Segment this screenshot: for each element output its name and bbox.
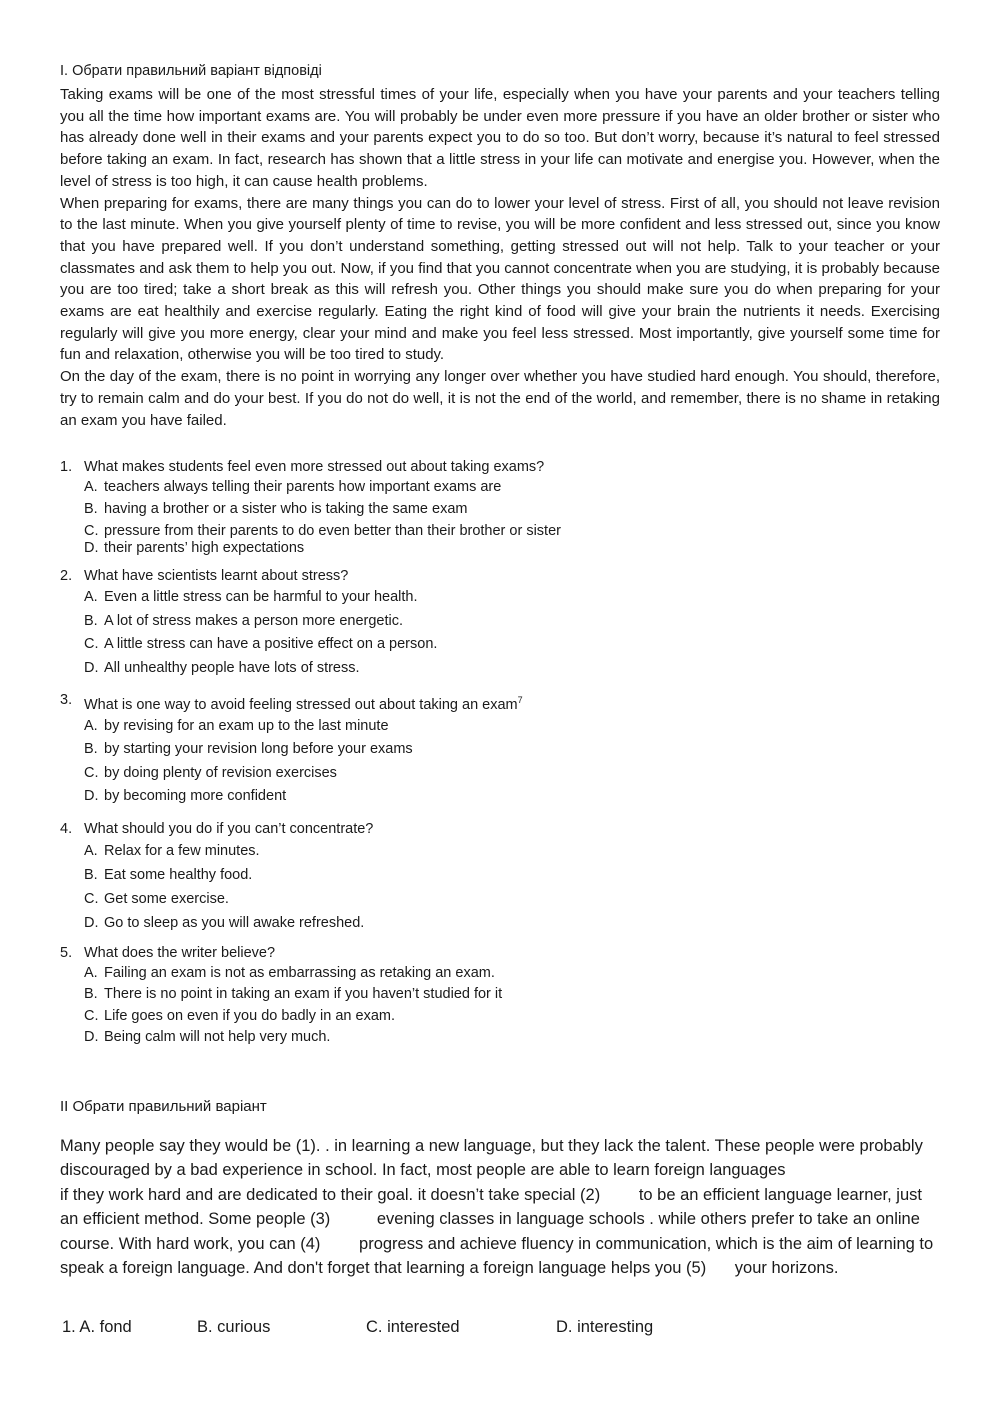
answer-option[interactable]: A. by revising for an exam up to the last minute — [84, 717, 389, 734]
gap-text-part-6: your horizons. — [734, 1259, 839, 1278]
question-4 — [60, 819, 940, 935]
question-1 — [60, 457, 940, 557]
question-5 — [60, 943, 940, 1049]
answer-option[interactable]: C. Get some exercise. — [84, 890, 229, 907]
section-1-heading: I. Обрати правильний варіант відповіді — [60, 63, 322, 79]
answer-option[interactable]: B. Eat some healthy food. — [84, 866, 253, 883]
question-text: What is one way to avoid feeling stressed out about taking an exam$^7$ — [84, 695, 523, 713]
answer-option[interactable]: A. Even a little stress can be harmful to your health. — [84, 589, 418, 605]
gap-fill-text — [60, 1134, 940, 1280]
answer-option[interactable]: A. Relax for a few minutes. — [84, 842, 260, 859]
question-text: What should you do if you can’t concentrate? — [84, 820, 374, 837]
answer-option[interactable]: D. All unhealthy people have lots of stress. — [84, 659, 360, 676]
section-2-heading: II Обрати правильний варіант — [60, 1098, 267, 1115]
answer-option[interactable]: D. their parents’ high expectations — [84, 540, 305, 556]
answer-option[interactable]: C. A little stress can have a positive effect on a person. — [84, 636, 438, 652]
gap-text-part-1: Many people say they would be (1). . in learning a new language, but they lack the talent. These people were probably discouraged by a bad experience in school. In fact, most people are able to learn foreign languages — [60, 1137, 923, 1180]
question-text: What makes students feel even more stressed out about taking exams? — [84, 459, 545, 475]
question-number: 1. — [60, 459, 73, 475]
answer-option[interactable]: B. having a brother or a sister who is taking the same exam — [84, 500, 468, 517]
reading-paragraph-3: On the day of the exam, there is no point in worrying any longer over whether you have studied hard enough. You should, therefore, try to remain calm and do your best. If you do not do well, it is not the end of the world, and remember, there is no shame in retaking an exam you have failed. — [60, 368, 940, 429]
answer-choice-c[interactable]: C. interested — [366, 1318, 460, 1336]
question-number: 2. — [60, 568, 73, 584]
gap-text-part-2: if they work hard and are dedicated to their goal. it doesn’t take special (2) — [60, 1185, 601, 1204]
question-superscript: 7 — [517, 695, 523, 705]
answer-option[interactable]: C. pressure from their parents to do even better than their brother or sister — [84, 523, 561, 539]
reading-paragraph-1: Taking exams will be one of the most stressful times of your life, especially when you have your parents and your teachers telling you all the time how important exams are. You will probably be under even more pressure if you have an older brother or sister who has already done well in their exams and your parents expect you to do so too. But don’t worry, because it’s natural to feel stressed before taking an exam. In fact, research has shown that a little stress in your life can motivate and energise you. However, when the level of stress is too high, it can cause health problems. — [60, 86, 940, 190]
question-number: 3. — [60, 692, 73, 708]
answer-choice-a[interactable]: 1. A. fond — [62, 1318, 132, 1336]
answer-option[interactable]: B. There is no point in taking an exam if you haven’t studied for it — [84, 986, 503, 1003]
reading-paragraph-2: When preparing for exams, there are many things you can do to lower your level of stress. First of all, you should not leave revision to the last minute. When you give yourself plenty of time to revise, you will be more confident and less stressed out, since you know that you have prepared well. If you don’t understand something, getting stressed out will not help. Talk to your teacher or your classmates and ask them to help you out. Now, if you find that you cannot concentrate when you are studying, it is probably because you are too tired; take a short break as this will refresh you. Other things you should make sure you do when preparing for your exams are eat healthily and exercise regularly. Eating the right kind of food will give your brain the nutrients it needs. Exercising regularly will give you more energy, clear your mind and make you feel less stressed. Most importantly, give yourself some time for fun and relaxation, otherwise you will be too tired to study. — [60, 194, 940, 364]
answer-option[interactable]: D. Being calm will not help very much. — [84, 1029, 331, 1046]
question-number: 4. — [60, 820, 73, 837]
reading-passage — [60, 84, 940, 431]
answer-option[interactable]: D. by becoming more confident — [84, 788, 287, 805]
answer-option[interactable]: B. A lot of stress makes a person more energetic. — [84, 612, 403, 629]
gap-text-part-4: evening classes in language schools . while others prefer to take an online course. With hard work, you can (4) — [60, 1210, 920, 1253]
question-text: What have scientists learnt about stress? — [84, 568, 349, 584]
question-list — [60, 457, 940, 1057]
question-text: What does the writer believe? — [84, 944, 276, 961]
question-2 — [60, 566, 940, 680]
answer-choice-b[interactable]: B. curious — [197, 1318, 271, 1336]
answer-option[interactable]: B. by starting your revision long before your exams — [84, 741, 413, 758]
answer-choice-d[interactable]: D. interesting — [556, 1318, 654, 1336]
answer-option[interactable]: A. Failing an exam is not as embarrassing as retaking an exam. — [84, 964, 495, 981]
question-number: 5. — [60, 944, 73, 961]
answer-option[interactable]: A. teachers always telling their parents how important exams are — [84, 479, 502, 495]
answer-option[interactable]: D. Go to sleep as you will awake refreshed. — [84, 914, 365, 931]
gap-text-part-5: progress and achieve fluency in communication, which is the aim of learning to speak a foreign language. And don't forget that learning a foreign language helps you (5) — [60, 1234, 934, 1278]
answer-option[interactable]: C. by doing plenty of revision exercises — [84, 764, 337, 781]
question-3 — [60, 690, 940, 809]
answer-option[interactable]: C. Life goes on even if you do badly in an exam. — [84, 1007, 395, 1024]
gap-text-part-3: to be an efficient language learner, just an efficient method. Some people (3) — [60, 1185, 922, 1229]
